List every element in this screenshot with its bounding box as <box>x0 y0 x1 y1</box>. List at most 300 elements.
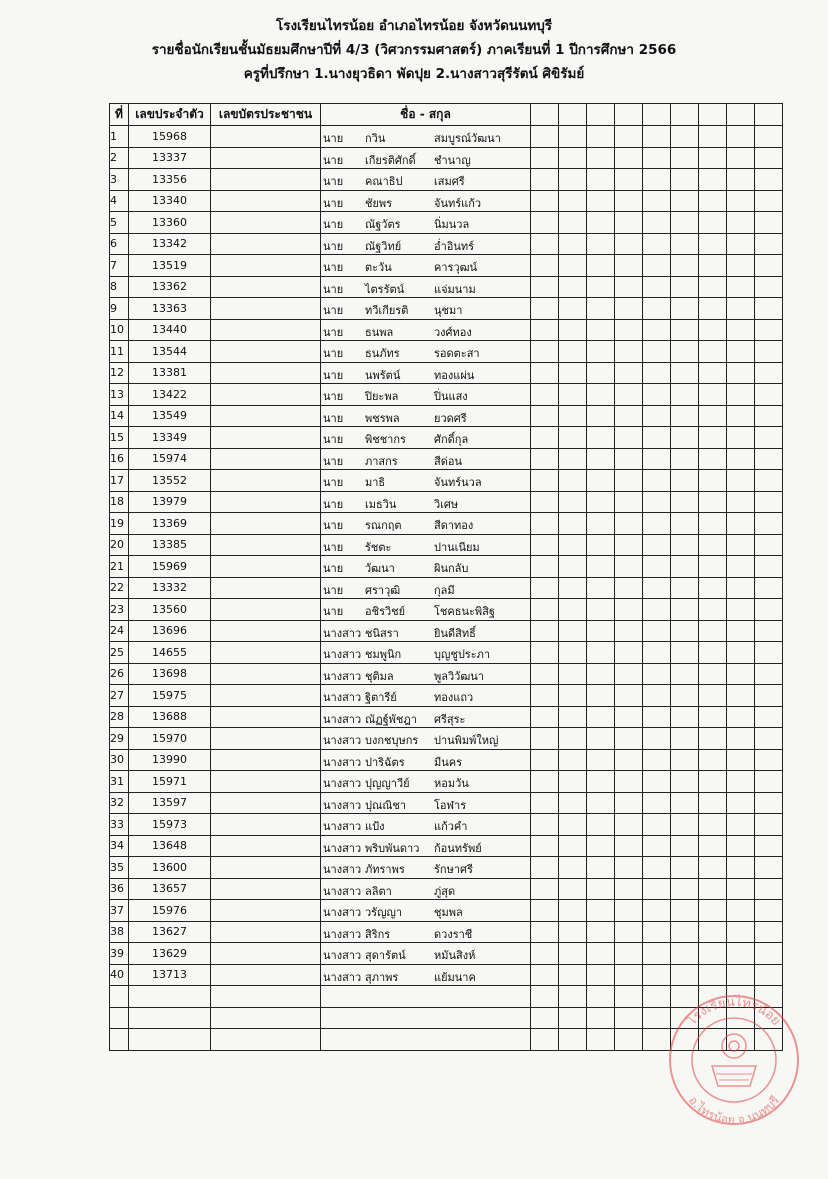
blank-cell <box>587 986 615 1008</box>
col-header-blank <box>727 104 755 126</box>
first-name: วรัญญา <box>365 906 403 919</box>
name-title: นางสาว <box>323 755 362 769</box>
first-name: ปุญญาวีย์ <box>365 777 410 790</box>
name-title: นางสาว <box>323 712 362 726</box>
first-name: ณัฏฐ์พัชฎา <box>365 712 417 726</box>
blank-cell <box>755 212 783 234</box>
blank-cell <box>671 126 699 148</box>
blank-cell <box>643 792 671 814</box>
table-row <box>110 298 783 320</box>
table-row-empty <box>110 986 783 1008</box>
row-number: 18 <box>110 491 129 513</box>
blank-cell <box>531 620 559 642</box>
blank-cell <box>671 556 699 578</box>
first-name: ชุติมล <box>365 669 394 683</box>
col-header-blank <box>559 104 587 126</box>
id-card-number <box>211 771 321 793</box>
student-id <box>129 1029 211 1051</box>
name-title: นาย <box>323 454 344 468</box>
row-number: 26 <box>110 663 129 685</box>
student-id: 13549 <box>129 405 211 427</box>
row-number: 7 <box>110 255 129 277</box>
student-id: 13688 <box>129 706 211 728</box>
table-row <box>110 642 783 664</box>
blank-cell <box>615 749 643 771</box>
blank-cell <box>671 169 699 191</box>
blank-cell <box>643 384 671 406</box>
blank-cell <box>643 943 671 965</box>
id-card-number <box>211 556 321 578</box>
blank-cell <box>559 663 587 685</box>
blank-cell <box>587 319 615 341</box>
row-number: 19 <box>110 513 129 535</box>
last-name: ปิ่นแสง <box>434 390 468 403</box>
school-title: โรงเรียนไทรน้อย อำเภอไทรน้อย จังหวัดนนทบุรี <box>275 18 553 34</box>
blank-cell <box>559 771 587 793</box>
first-name: ทวีเกียรติ <box>365 304 409 317</box>
blank-cell <box>755 749 783 771</box>
blank-cell <box>699 341 727 363</box>
blank-cell <box>699 792 727 814</box>
id-card-number <box>211 491 321 513</box>
id-card-number <box>211 147 321 169</box>
blank-cell <box>727 878 755 900</box>
blank-cell <box>531 749 559 771</box>
blank-cell <box>587 233 615 255</box>
student-name <box>321 943 531 965</box>
blank-cell <box>699 685 727 707</box>
blank-cell <box>755 534 783 556</box>
name-title: นาย <box>323 282 344 296</box>
id-card-number <box>211 986 321 1008</box>
name-title: นางสาว <box>323 798 362 812</box>
blank-cell <box>531 792 559 814</box>
row-number: 34 <box>110 835 129 857</box>
blank-cell <box>615 1029 643 1051</box>
blank-cell <box>587 964 615 986</box>
blank-cell <box>755 878 783 900</box>
id-card-number <box>211 749 321 771</box>
blank-cell <box>559 685 587 707</box>
row-number: 32 <box>110 792 129 814</box>
id-card-number <box>211 900 321 922</box>
table-row <box>110 814 783 836</box>
name-title: นาย <box>323 390 344 403</box>
blank-cell <box>699 706 727 728</box>
blank-cell <box>671 792 699 814</box>
blank-cell <box>727 341 755 363</box>
blank-cell <box>727 943 755 965</box>
blank-cell <box>615 534 643 556</box>
last-name: ศรีสุระ <box>434 712 466 726</box>
id-card-number <box>211 878 321 900</box>
row-number: 11 <box>110 341 129 363</box>
blank-cell <box>671 341 699 363</box>
last-name: นิ่มนวล <box>434 218 470 231</box>
blank-cell <box>755 276 783 298</box>
last-name: จันทร์แก้ว <box>434 196 482 210</box>
row-number: 37 <box>110 900 129 922</box>
blank-cell <box>699 212 727 234</box>
student-name <box>321 749 531 771</box>
blank-cell <box>727 577 755 599</box>
blank-cell <box>755 1029 783 1051</box>
blank-cell <box>615 362 643 384</box>
blank-cell <box>671 685 699 707</box>
last-name: สีด่อน <box>434 454 462 468</box>
blank-cell <box>559 835 587 857</box>
student-id: 13356 <box>129 169 211 191</box>
blank-cell <box>755 1007 783 1029</box>
blank-cell <box>615 147 643 169</box>
blank-cell <box>559 857 587 879</box>
blank-cell <box>755 964 783 986</box>
id-card-number <box>211 1007 321 1029</box>
last-name: หอมวัน <box>434 777 469 790</box>
blank-cell <box>559 599 587 621</box>
blank-cell <box>587 126 615 148</box>
table-body <box>110 126 783 1051</box>
blank-cell <box>643 169 671 191</box>
student-name <box>321 921 531 943</box>
row-number: 21 <box>110 556 129 578</box>
blank-cell <box>559 276 587 298</box>
table-row <box>110 190 783 212</box>
last-name: จันทร์นวล <box>434 476 482 489</box>
name-title: นาย <box>323 347 344 360</box>
blank-cell <box>755 706 783 728</box>
blank-cell <box>643 405 671 427</box>
blank-cell <box>587 556 615 578</box>
blank-cell <box>727 620 755 642</box>
last-name: ทองแผ่น <box>434 368 475 382</box>
row-number: 12 <box>110 362 129 384</box>
blank-cell <box>587 620 615 642</box>
first-name: ศราวุฒิ <box>365 583 401 597</box>
blank-cell <box>531 126 559 148</box>
blank-cell <box>643 685 671 707</box>
blank-cell <box>671 427 699 449</box>
blank-cell <box>643 341 671 363</box>
first-name: ปิยะพล <box>365 390 399 403</box>
col-header-blank <box>615 104 643 126</box>
row-number: 15 <box>110 427 129 449</box>
blank-cell <box>531 448 559 470</box>
first-name: รัชตะ <box>365 540 392 554</box>
blank-cell <box>755 362 783 384</box>
first-name: พิชชากร <box>365 433 406 446</box>
blank-cell <box>699 534 727 556</box>
first-name: อชิรวิชย์ <box>365 605 406 618</box>
name-title: นาย <box>323 497 344 511</box>
blank-cell <box>671 384 699 406</box>
id-card-number <box>211 362 321 384</box>
student-name <box>321 857 531 879</box>
student-id: 13552 <box>129 470 211 492</box>
blank-cell <box>727 685 755 707</box>
last-name: ปานเนียม <box>434 540 480 554</box>
student-name <box>321 663 531 685</box>
last-name: ปานพิมพ์ใหญ่ <box>434 734 499 747</box>
row-number: 14 <box>110 405 129 427</box>
blank-cell <box>699 491 727 513</box>
blank-cell <box>671 577 699 599</box>
blank-cell <box>531 534 559 556</box>
col-header-number: ที่ <box>110 104 129 126</box>
blank-cell <box>643 835 671 857</box>
blank-cell <box>671 878 699 900</box>
first-name: ปาริฉัตร <box>365 755 405 769</box>
row-number <box>110 1007 129 1029</box>
first-name: บงกชบุษกร <box>365 734 419 747</box>
blank-cell <box>615 577 643 599</box>
student-id: 13360 <box>129 212 211 234</box>
blank-cell <box>727 405 755 427</box>
id-card-number <box>211 190 321 212</box>
table-row <box>110 620 783 642</box>
table-row <box>110 964 783 986</box>
student-name <box>321 276 531 298</box>
last-name: ก้อนทรัพย์ <box>434 841 482 855</box>
row-number: 40 <box>110 964 129 986</box>
blank-cell <box>587 276 615 298</box>
blank-cell <box>559 900 587 922</box>
blank-cell <box>587 384 615 406</box>
blank-cell <box>587 642 615 664</box>
student-id: 15975 <box>129 685 211 707</box>
table-row <box>110 685 783 707</box>
blank-cell <box>755 298 783 320</box>
blank-cell <box>559 921 587 943</box>
table-row <box>110 556 783 578</box>
blank-cell <box>531 169 559 191</box>
class-list-title: รายชื่อนักเรียนชั้นมัธยมศึกษาปีที่ 4/3 (วิศวกรรมศาสตร์) ภาคเรียนที่ 1 ปีการศึกษา 2566 <box>151 42 677 58</box>
name-title: นาย <box>323 304 344 317</box>
name-title: นางสาว <box>323 970 362 984</box>
blank-cell <box>727 427 755 449</box>
row-number: 8 <box>110 276 129 298</box>
name-title: นางสาว <box>323 927 362 941</box>
blank-cell <box>727 362 755 384</box>
blank-cell <box>671 212 699 234</box>
blank-cell <box>699 470 727 492</box>
blank-cell <box>559 255 587 277</box>
blank-cell <box>755 448 783 470</box>
blank-cell <box>587 255 615 277</box>
student-id: 13332 <box>129 577 211 599</box>
last-name: หมันสิงห์ <box>434 949 476 962</box>
row-number <box>110 1029 129 1051</box>
blank-cell <box>671 900 699 922</box>
student-name <box>321 341 531 363</box>
table-row <box>110 900 783 922</box>
blank-cell <box>671 749 699 771</box>
row-number: 10 <box>110 319 129 341</box>
student-name <box>321 405 531 427</box>
blank-cell <box>755 900 783 922</box>
first-name: ปุณณิชา <box>365 798 407 812</box>
col-header-blank <box>671 104 699 126</box>
id-card-number <box>211 341 321 363</box>
last-name: วิเศษ <box>434 497 459 511</box>
blank-cell <box>643 534 671 556</box>
student-id: 13544 <box>129 341 211 363</box>
blank-cell <box>699 384 727 406</box>
first-name: พชรพล <box>365 411 400 425</box>
student-name <box>321 964 531 986</box>
id-card-number <box>211 276 321 298</box>
blank-cell <box>587 448 615 470</box>
student-name <box>321 298 531 320</box>
blank-cell <box>643 255 671 277</box>
blank-cell <box>531 362 559 384</box>
blank-cell <box>755 771 783 793</box>
blank-cell <box>699 126 727 148</box>
blank-cell <box>727 814 755 836</box>
name-title: นางสาว <box>323 949 362 962</box>
blank-cell <box>755 319 783 341</box>
blank-cell <box>643 491 671 513</box>
student-name <box>321 706 531 728</box>
id-card-number <box>211 964 321 986</box>
blank-cell <box>699 620 727 642</box>
student-id: 13381 <box>129 362 211 384</box>
blank-cell <box>643 212 671 234</box>
blank-cell <box>587 470 615 492</box>
last-name: ยวดศรี <box>434 411 467 425</box>
stamp-text-top: โรงเรียนไทรน้อย <box>684 994 784 1029</box>
id-card-number <box>211 384 321 406</box>
student-id <box>129 1007 211 1029</box>
last-name: ภู่สุด <box>434 884 456 898</box>
row-number: 28 <box>110 706 129 728</box>
blank-cell <box>587 577 615 599</box>
table-row <box>110 448 783 470</box>
blank-cell <box>727 212 755 234</box>
student-name <box>321 126 531 148</box>
blank-cell <box>643 857 671 879</box>
table-row <box>110 255 783 277</box>
table-row <box>110 728 783 750</box>
student-name <box>321 835 531 857</box>
blank-cell <box>755 577 783 599</box>
blank-cell <box>643 470 671 492</box>
id-card-number <box>211 298 321 320</box>
blank-cell <box>559 470 587 492</box>
blank-cell <box>643 577 671 599</box>
id-card-number <box>211 728 321 750</box>
blank-cell <box>727 491 755 513</box>
blank-cell <box>559 448 587 470</box>
name-title: นางสาว <box>323 648 362 661</box>
blank-cell <box>643 706 671 728</box>
blank-cell <box>755 147 783 169</box>
blank-cell <box>755 685 783 707</box>
row-number: 39 <box>110 943 129 965</box>
name-title: นาย <box>323 239 344 253</box>
row-number: 38 <box>110 921 129 943</box>
row-number: 27 <box>110 685 129 707</box>
blank-cell <box>699 1029 727 1051</box>
id-card-number <box>211 405 321 427</box>
blank-cell <box>559 706 587 728</box>
student-name <box>321 534 531 556</box>
id-card-number <box>211 921 321 943</box>
student-name <box>321 384 531 406</box>
student-name <box>321 900 531 922</box>
student-id: 13519 <box>129 255 211 277</box>
blank-cell <box>615 190 643 212</box>
blank-cell <box>615 233 643 255</box>
student-name <box>321 147 531 169</box>
blank-cell <box>699 749 727 771</box>
last-name: สีดาทอง <box>434 519 474 532</box>
student-name <box>321 470 531 492</box>
blank-cell <box>727 706 755 728</box>
table-row <box>110 835 783 857</box>
last-name: โอฬาร <box>434 798 467 812</box>
student-name <box>321 1007 531 1029</box>
table-row <box>110 706 783 728</box>
student-name <box>321 728 531 750</box>
blank-cell <box>699 1007 727 1029</box>
blank-cell <box>727 169 755 191</box>
first-name: ลลิตา <box>365 884 392 898</box>
student-name <box>321 491 531 513</box>
blank-cell <box>671 1029 699 1051</box>
first-name: ไตรรัตน์ <box>365 282 405 296</box>
blank-cell <box>587 663 615 685</box>
student-id: 13990 <box>129 749 211 771</box>
blank-cell <box>699 147 727 169</box>
blank-cell <box>671 276 699 298</box>
student-id: 15968 <box>129 126 211 148</box>
last-name: สมบูรณ์วัฒนา <box>434 132 501 145</box>
blank-cell <box>559 491 587 513</box>
blank-cell <box>531 771 559 793</box>
blank-cell <box>587 792 615 814</box>
row-number: 36 <box>110 878 129 900</box>
name-title: นาย <box>323 433 344 446</box>
student-id: 15969 <box>129 556 211 578</box>
blank-cell <box>615 1007 643 1029</box>
blank-cell <box>755 642 783 664</box>
blank-cell <box>559 749 587 771</box>
row-number: 9 <box>110 298 129 320</box>
student-id <box>129 986 211 1008</box>
svg-text:อ.ไทรน้อย จ.นนทบุรี <box>686 1093 783 1127</box>
blank-cell <box>531 341 559 363</box>
first-name: ชมพูนิก <box>365 648 402 661</box>
blank-cell <box>699 169 727 191</box>
blank-cell <box>531 878 559 900</box>
blank-cell <box>727 771 755 793</box>
col-header-blank <box>755 104 783 126</box>
table-row-empty <box>110 1029 783 1051</box>
blank-cell <box>699 921 727 943</box>
blank-cell <box>755 341 783 363</box>
blank-cell <box>559 384 587 406</box>
row-number: 35 <box>110 857 129 879</box>
student-id: 13600 <box>129 857 211 879</box>
blank-cell <box>643 427 671 449</box>
id-card-number <box>211 448 321 470</box>
id-card-number <box>211 577 321 599</box>
blank-cell <box>643 190 671 212</box>
blank-cell <box>671 190 699 212</box>
blank-cell <box>643 276 671 298</box>
blank-cell <box>727 749 755 771</box>
